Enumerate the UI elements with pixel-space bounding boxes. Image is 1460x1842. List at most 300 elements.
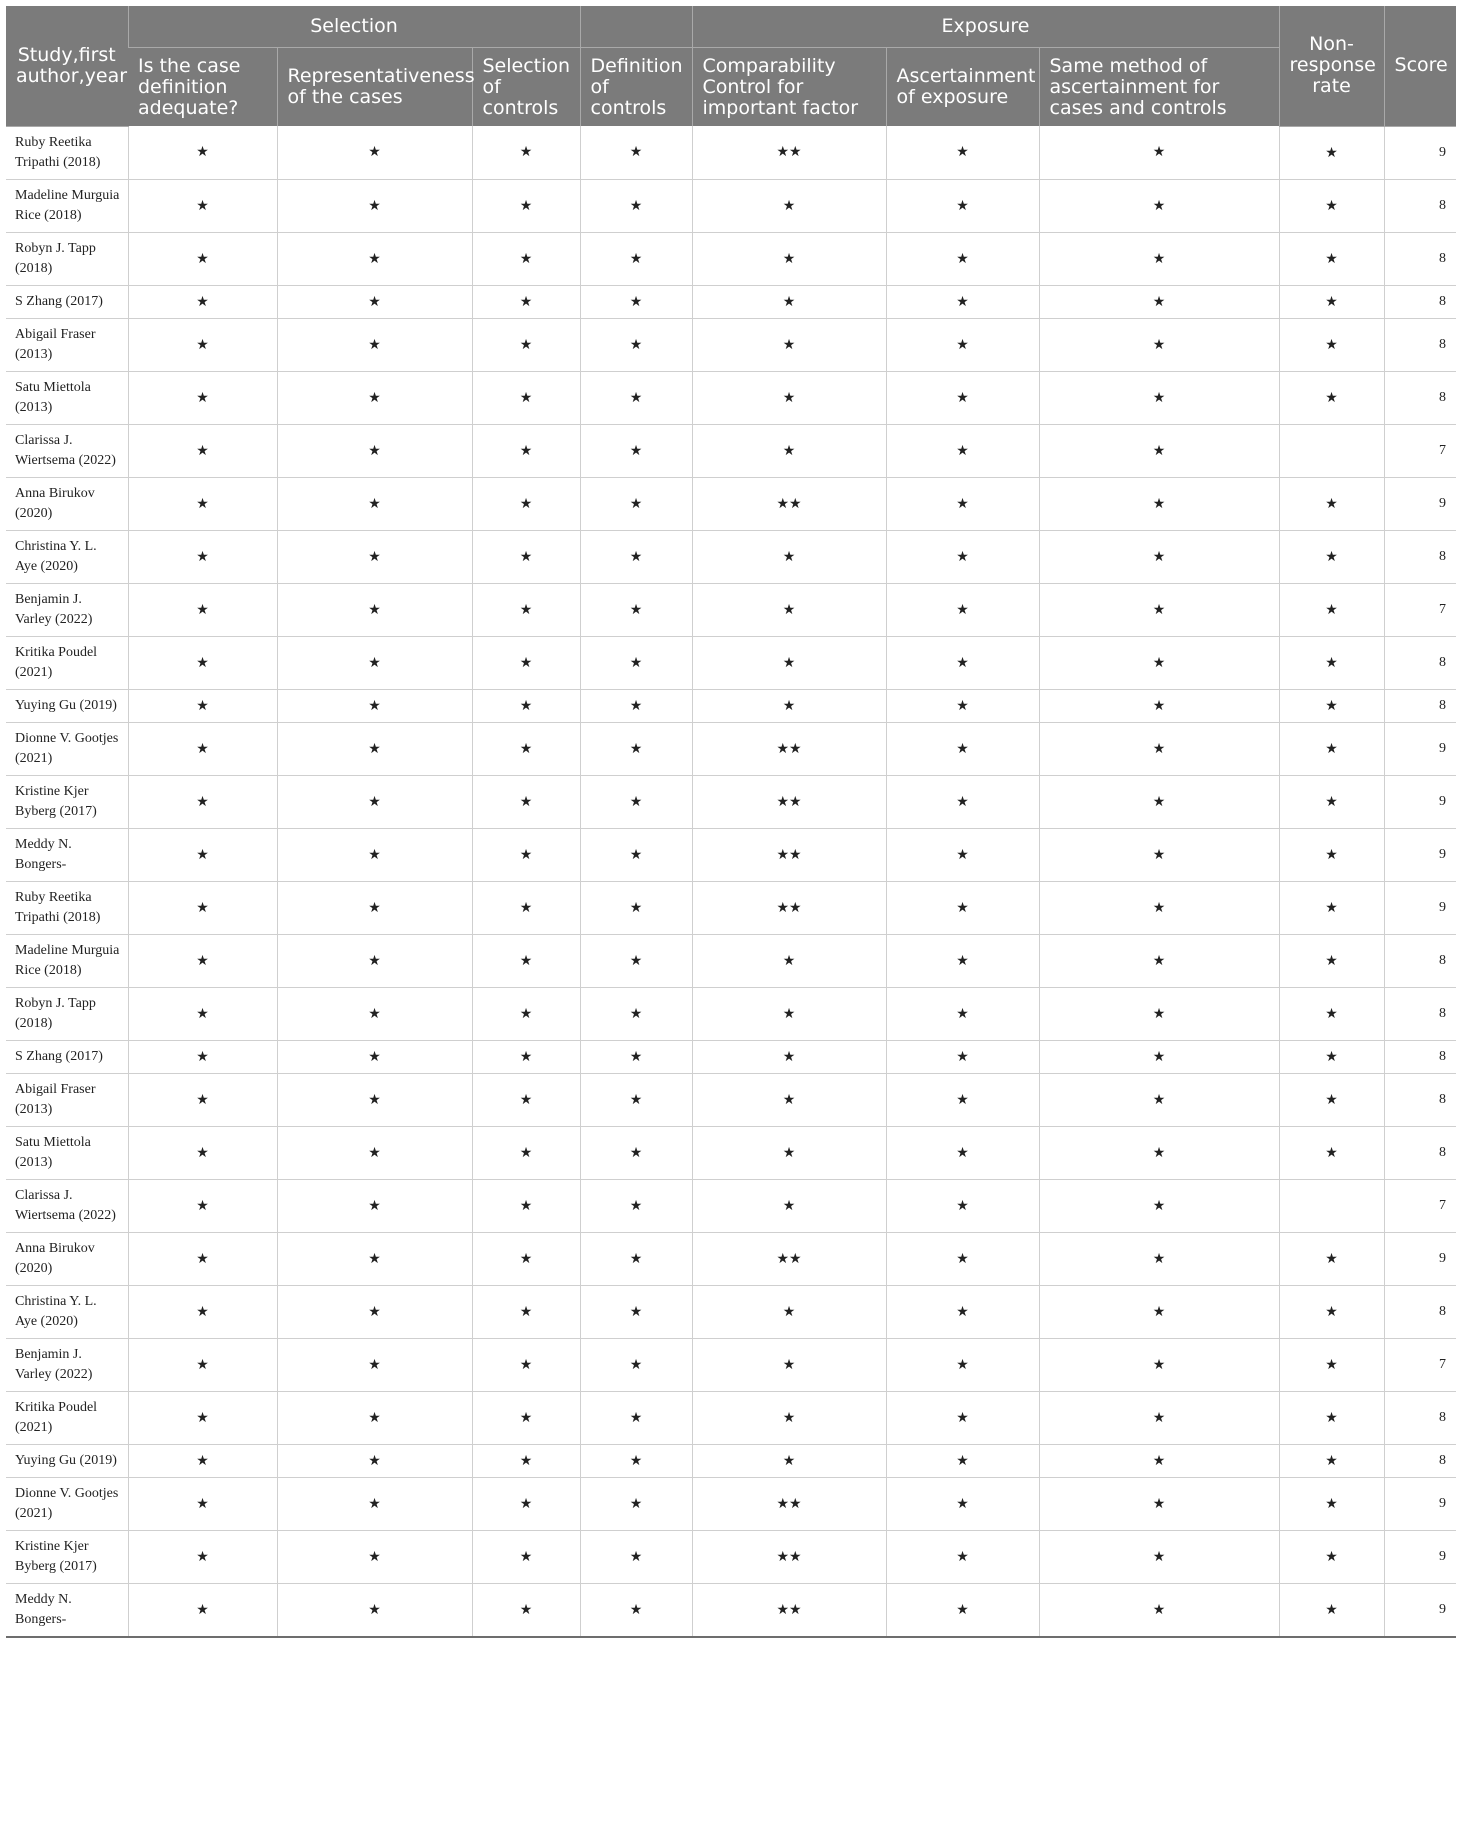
star-rating-cell: ★ — [1279, 477, 1384, 530]
star-rating-cell: ★ — [580, 424, 692, 477]
study-cell: Benjamin J. Varley (2022) — [6, 583, 128, 636]
study-cell: Anna Birukov (2020) — [6, 477, 128, 530]
star-rating-cell: ★ — [580, 285, 692, 318]
score-cell: 9 — [1384, 775, 1456, 828]
score-cell: 8 — [1384, 636, 1456, 689]
table-row — [6, 126, 1456, 179]
star-rating-cell: ★ — [128, 934, 277, 987]
star-rating-cell: ★ — [277, 583, 472, 636]
study-cell: Meddy N. Bongers- — [6, 1583, 128, 1637]
score-cell: 9 — [1384, 1530, 1456, 1583]
score-cell: 8 — [1384, 530, 1456, 583]
star-rating-cell: ★ — [1039, 530, 1279, 583]
table-row — [6, 1477, 1456, 1530]
star-rating-cell: ★ — [128, 530, 277, 583]
star-rating-cell: ★ — [277, 530, 472, 583]
star-rating-cell: ★ — [692, 636, 886, 689]
star-rating-cell: ★ — [277, 1285, 472, 1338]
star-rating-cell: ★★ — [692, 881, 886, 934]
star-rating-cell: ★ — [128, 285, 277, 318]
star-rating-cell: ★ — [580, 689, 692, 722]
star-rating-cell: ★ — [692, 179, 886, 232]
table-row — [6, 828, 1456, 881]
table-body — [6, 126, 1456, 1637]
star-rating-cell: ★ — [128, 775, 277, 828]
star-rating-cell: ★ — [1279, 881, 1384, 934]
star-rating-cell: ★ — [692, 1179, 886, 1232]
star-rating-cell: ★ — [886, 689, 1039, 722]
star-rating-cell: ★ — [692, 583, 886, 636]
star-rating-cell: ★★ — [692, 1477, 886, 1530]
study-cell: Christina Y. L. Aye (2020) — [6, 530, 128, 583]
star-rating-cell: ★ — [580, 1391, 692, 1444]
star-rating-cell: ★ — [277, 1040, 472, 1073]
score-cell: 8 — [1384, 689, 1456, 722]
star-rating-cell: ★ — [580, 1073, 692, 1126]
table-header — [6, 6, 1456, 126]
star-rating-cell — [1279, 424, 1384, 477]
star-rating-cell: ★ — [472, 1391, 580, 1444]
score-cell: 8 — [1384, 285, 1456, 318]
study-cell: Christina Y. L. Aye (2020) — [6, 1285, 128, 1338]
star-rating-cell: ★ — [692, 318, 886, 371]
score-cell: 8 — [1384, 1444, 1456, 1477]
table-row — [6, 179, 1456, 232]
score-cell: 9 — [1384, 1477, 1456, 1530]
star-rating-cell: ★ — [277, 1583, 472, 1637]
star-rating-cell: ★ — [128, 424, 277, 477]
star-rating-cell: ★ — [1039, 1444, 1279, 1477]
star-rating-cell: ★ — [472, 1040, 580, 1073]
star-rating-cell: ★ — [128, 1444, 277, 1477]
star-rating-cell: ★ — [472, 1232, 580, 1285]
star-rating-cell: ★ — [886, 1179, 1039, 1232]
star-rating-cell: ★ — [1039, 424, 1279, 477]
star-rating-cell: ★ — [128, 1073, 277, 1126]
star-rating-cell: ★ — [277, 126, 472, 179]
star-rating-cell: ★ — [472, 1073, 580, 1126]
star-rating-cell: ★ — [277, 1444, 472, 1477]
star-rating-cell: ★ — [128, 1338, 277, 1391]
table-row — [6, 1338, 1456, 1391]
header-group-row — [6, 6, 1456, 48]
star-rating-cell: ★ — [1279, 1126, 1384, 1179]
star-rating-cell: ★★ — [692, 1232, 886, 1285]
star-rating-cell: ★ — [277, 722, 472, 775]
study-cell: Meddy N. Bongers- — [6, 828, 128, 881]
star-rating-cell: ★ — [128, 179, 277, 232]
star-rating-cell: ★ — [1039, 1338, 1279, 1391]
star-rating-cell: ★ — [886, 1126, 1039, 1179]
star-rating-cell: ★ — [692, 1126, 886, 1179]
header-nonresponse: Non-response rate — [1279, 6, 1384, 126]
star-rating-cell: ★ — [472, 1179, 580, 1232]
star-rating-cell: ★ — [886, 1232, 1039, 1285]
study-cell: Dionne V. Gootjes (2021) — [6, 722, 128, 775]
score-cell: 9 — [1384, 1232, 1456, 1285]
score-cell: 8 — [1384, 371, 1456, 424]
star-rating-cell: ★ — [1039, 689, 1279, 722]
star-rating-cell: ★ — [886, 583, 1039, 636]
table-row — [6, 1444, 1456, 1477]
score-cell: 8 — [1384, 934, 1456, 987]
star-rating-cell: ★ — [886, 1073, 1039, 1126]
star-rating-cell: ★ — [128, 1391, 277, 1444]
study-cell: Kristine Kjer Byberg (2017) — [6, 775, 128, 828]
score-cell: 9 — [1384, 477, 1456, 530]
star-rating-cell: ★★ — [692, 1530, 886, 1583]
score-cell: 9 — [1384, 881, 1456, 934]
star-rating-cell: ★ — [692, 1285, 886, 1338]
star-rating-cell: ★ — [1279, 934, 1384, 987]
star-rating-cell: ★ — [472, 371, 580, 424]
star-rating-cell: ★ — [886, 126, 1039, 179]
star-rating-cell: ★ — [580, 530, 692, 583]
star-rating-cell: ★ — [1039, 775, 1279, 828]
score-cell: 8 — [1384, 179, 1456, 232]
star-rating-cell: ★ — [472, 987, 580, 1040]
star-rating-cell: ★ — [1279, 1583, 1384, 1637]
star-rating-cell: ★ — [472, 424, 580, 477]
study-cell: Yuying Gu (2019) — [6, 1444, 128, 1477]
table-row — [6, 477, 1456, 530]
star-rating-cell: ★★ — [692, 828, 886, 881]
star-rating-cell: ★ — [128, 583, 277, 636]
score-cell: 7 — [1384, 1338, 1456, 1391]
star-rating-cell: ★ — [472, 689, 580, 722]
star-rating-cell: ★ — [886, 987, 1039, 1040]
score-cell: 9 — [1384, 1583, 1456, 1637]
star-rating-cell: ★ — [277, 1073, 472, 1126]
star-rating-cell: ★ — [1039, 318, 1279, 371]
star-rating-cell: ★ — [128, 1530, 277, 1583]
star-rating-cell: ★ — [692, 1073, 886, 1126]
star-rating-cell: ★ — [1279, 828, 1384, 881]
star-rating-cell: ★ — [472, 477, 580, 530]
star-rating-cell: ★ — [692, 934, 886, 987]
star-rating-cell: ★ — [472, 1126, 580, 1179]
star-rating-cell: ★ — [1279, 722, 1384, 775]
table-row — [6, 530, 1456, 583]
table-row — [6, 722, 1456, 775]
star-rating-cell: ★ — [1039, 126, 1279, 179]
study-cell: S Zhang (2017) — [6, 285, 128, 318]
study-cell: Clarissa J. Wiertsema (2022) — [6, 1179, 128, 1232]
star-rating-cell: ★ — [472, 179, 580, 232]
score-cell: 8 — [1384, 1391, 1456, 1444]
star-rating-cell: ★ — [1039, 828, 1279, 881]
star-rating-cell: ★ — [886, 477, 1039, 530]
star-rating-cell: ★ — [1279, 1477, 1384, 1530]
star-rating-cell: ★ — [1279, 689, 1384, 722]
star-rating-cell: ★ — [580, 1232, 692, 1285]
star-rating-cell: ★ — [277, 775, 472, 828]
star-rating-cell: ★ — [580, 371, 692, 424]
star-rating-cell: ★★ — [692, 1583, 886, 1637]
table-row — [6, 1583, 1456, 1637]
score-cell: 8 — [1384, 318, 1456, 371]
header-group-selection: Selection — [128, 6, 580, 48]
study-cell: Robyn J. Tapp (2018) — [6, 232, 128, 285]
star-rating-cell: ★ — [1279, 1391, 1384, 1444]
quality-assessment-table — [6, 6, 1456, 1638]
header-comparability: Comparability Control for important factor — [692, 48, 886, 127]
star-rating-cell: ★ — [580, 126, 692, 179]
star-rating-cell: ★ — [1279, 987, 1384, 1040]
table-row — [6, 1179, 1456, 1232]
star-rating-cell: ★ — [1039, 1040, 1279, 1073]
star-rating-cell: ★ — [128, 477, 277, 530]
star-rating-cell: ★ — [886, 1285, 1039, 1338]
star-rating-cell: ★ — [692, 987, 886, 1040]
star-rating-cell: ★ — [472, 934, 580, 987]
star-rating-cell: ★ — [886, 1530, 1039, 1583]
star-rating-cell: ★ — [1039, 1126, 1279, 1179]
star-rating-cell: ★ — [472, 722, 580, 775]
star-rating-cell: ★ — [1279, 285, 1384, 318]
star-rating-cell: ★ — [1039, 1530, 1279, 1583]
star-rating-cell: ★ — [1039, 1285, 1279, 1338]
star-rating-cell: ★ — [580, 881, 692, 934]
table-row — [6, 232, 1456, 285]
study-cell: Kritika Poudel (2021) — [6, 636, 128, 689]
star-rating-cell: ★ — [472, 1477, 580, 1530]
star-rating-cell: ★ — [1039, 1232, 1279, 1285]
score-cell: 7 — [1384, 424, 1456, 477]
star-rating-cell: ★ — [580, 987, 692, 1040]
star-rating-cell: ★ — [128, 1126, 277, 1179]
study-cell: Kristine Kjer Byberg (2017) — [6, 1530, 128, 1583]
star-rating-cell: ★ — [277, 371, 472, 424]
header-representativeness: Representativeness of the cases — [277, 48, 472, 127]
star-rating-cell: ★ — [580, 1285, 692, 1338]
star-rating-cell: ★ — [1279, 1285, 1384, 1338]
star-rating-cell: ★ — [886, 285, 1039, 318]
score-cell: 8 — [1384, 1285, 1456, 1338]
star-rating-cell: ★ — [1279, 583, 1384, 636]
star-rating-cell: ★ — [128, 1285, 277, 1338]
study-cell: Clarissa J. Wiertsema (2022) — [6, 424, 128, 477]
star-rating-cell: ★ — [580, 722, 692, 775]
star-rating-cell: ★ — [886, 881, 1039, 934]
star-rating-cell — [1279, 1179, 1384, 1232]
table-row — [6, 371, 1456, 424]
score-cell: 7 — [1384, 1179, 1456, 1232]
star-rating-cell: ★ — [277, 1179, 472, 1232]
table-row — [6, 689, 1456, 722]
star-rating-cell: ★ — [128, 881, 277, 934]
star-rating-cell: ★ — [886, 1391, 1039, 1444]
score-cell: 8 — [1384, 1126, 1456, 1179]
star-rating-cell: ★ — [886, 1444, 1039, 1477]
star-rating-cell: ★ — [886, 424, 1039, 477]
score-cell: 8 — [1384, 1073, 1456, 1126]
table-row — [6, 1391, 1456, 1444]
star-rating-cell: ★ — [692, 1391, 886, 1444]
star-rating-cell: ★ — [580, 179, 692, 232]
star-rating-cell: ★ — [1039, 934, 1279, 987]
star-rating-cell: ★ — [128, 689, 277, 722]
star-rating-cell: ★ — [886, 636, 1039, 689]
study-cell: Madeline Murguia Rice (2018) — [6, 934, 128, 987]
header-definition-of-controls: Definition of controls — [580, 48, 692, 127]
star-rating-cell: ★ — [472, 828, 580, 881]
star-rating-cell: ★ — [886, 934, 1039, 987]
study-cell: Ruby Reetika Tripathi (2018) — [6, 126, 128, 179]
star-rating-cell: ★ — [1039, 1073, 1279, 1126]
table-row — [6, 583, 1456, 636]
star-rating-cell: ★ — [472, 636, 580, 689]
star-rating-cell: ★ — [580, 1530, 692, 1583]
study-cell: Madeline Murguia Rice (2018) — [6, 179, 128, 232]
star-rating-cell: ★ — [277, 636, 472, 689]
score-cell: 8 — [1384, 987, 1456, 1040]
table-row — [6, 1040, 1456, 1073]
study-cell: Satu Miettola (2013) — [6, 1126, 128, 1179]
star-rating-cell: ★ — [472, 1583, 580, 1637]
star-rating-cell: ★ — [1039, 285, 1279, 318]
star-rating-cell: ★ — [277, 179, 472, 232]
score-cell: 9 — [1384, 828, 1456, 881]
study-cell: Anna Birukov (2020) — [6, 1232, 128, 1285]
star-rating-cell: ★ — [886, 828, 1039, 881]
star-rating-cell: ★ — [1039, 232, 1279, 285]
star-rating-cell: ★ — [886, 1338, 1039, 1391]
star-rating-cell: ★ — [472, 1444, 580, 1477]
star-rating-cell: ★ — [1039, 179, 1279, 232]
star-rating-cell: ★ — [128, 828, 277, 881]
star-rating-cell: ★ — [1279, 179, 1384, 232]
star-rating-cell: ★ — [128, 722, 277, 775]
star-rating-cell: ★ — [128, 987, 277, 1040]
header-score: Score — [1384, 6, 1456, 126]
star-rating-cell: ★ — [1039, 722, 1279, 775]
table-row — [6, 285, 1456, 318]
star-rating-cell: ★ — [1279, 1338, 1384, 1391]
star-rating-cell: ★ — [1279, 1232, 1384, 1285]
star-rating-cell: ★ — [277, 828, 472, 881]
table-row — [6, 1285, 1456, 1338]
star-rating-cell: ★ — [886, 1583, 1039, 1637]
star-rating-cell: ★ — [886, 179, 1039, 232]
star-rating-cell: ★ — [277, 232, 472, 285]
star-rating-cell: ★ — [472, 1338, 580, 1391]
star-rating-cell: ★ — [580, 828, 692, 881]
star-rating-cell: ★ — [692, 530, 886, 583]
star-rating-cell: ★ — [1039, 636, 1279, 689]
star-rating-cell: ★ — [277, 987, 472, 1040]
star-rating-cell: ★★ — [692, 477, 886, 530]
star-rating-cell: ★ — [580, 318, 692, 371]
star-rating-cell: ★ — [128, 1477, 277, 1530]
star-rating-cell: ★ — [692, 1338, 886, 1391]
star-rating-cell: ★ — [472, 1530, 580, 1583]
table-row — [6, 1126, 1456, 1179]
star-rating-cell: ★ — [128, 1232, 277, 1285]
star-rating-cell: ★ — [692, 285, 886, 318]
star-rating-cell: ★ — [1039, 1391, 1279, 1444]
study-cell: Yuying Gu (2019) — [6, 689, 128, 722]
header-study: Study,first author,year — [6, 6, 128, 126]
star-rating-cell: ★ — [692, 1444, 886, 1477]
star-rating-cell: ★ — [472, 1285, 580, 1338]
score-cell: 9 — [1384, 126, 1456, 179]
header-group-exposure: Exposure — [692, 6, 1279, 48]
star-rating-cell: ★ — [1039, 1477, 1279, 1530]
star-rating-cell: ★ — [277, 318, 472, 371]
star-rating-cell: ★ — [1039, 881, 1279, 934]
table-row — [6, 987, 1456, 1040]
star-rating-cell: ★ — [886, 318, 1039, 371]
table-row — [6, 636, 1456, 689]
star-rating-cell: ★ — [580, 232, 692, 285]
table-row — [6, 424, 1456, 477]
star-rating-cell: ★ — [886, 232, 1039, 285]
star-rating-cell: ★ — [472, 775, 580, 828]
header-same-method: Same method of ascertainment for cases and controls — [1039, 48, 1279, 127]
header-column-row — [6, 48, 1456, 127]
star-rating-cell: ★ — [580, 1583, 692, 1637]
star-rating-cell: ★ — [886, 530, 1039, 583]
star-rating-cell: ★★ — [692, 722, 886, 775]
star-rating-cell: ★ — [886, 1040, 1039, 1073]
star-rating-cell: ★ — [1279, 371, 1384, 424]
star-rating-cell: ★ — [1279, 1530, 1384, 1583]
star-rating-cell: ★ — [1279, 1073, 1384, 1126]
quality-assessment-table-container — [6, 6, 1456, 1638]
star-rating-cell: ★ — [277, 934, 472, 987]
table-row — [6, 1530, 1456, 1583]
star-rating-cell: ★ — [277, 1530, 472, 1583]
star-rating-cell: ★ — [1279, 1444, 1384, 1477]
star-rating-cell: ★ — [472, 881, 580, 934]
star-rating-cell: ★ — [277, 1338, 472, 1391]
star-rating-cell: ★ — [692, 1040, 886, 1073]
star-rating-cell: ★ — [1279, 775, 1384, 828]
study-cell: Dionne V. Gootjes (2021) — [6, 1477, 128, 1530]
star-rating-cell: ★ — [580, 934, 692, 987]
star-rating-cell: ★★ — [692, 126, 886, 179]
star-rating-cell: ★ — [1039, 1583, 1279, 1637]
star-rating-cell: ★ — [277, 285, 472, 318]
star-rating-cell: ★ — [1279, 126, 1384, 179]
star-rating-cell: ★ — [580, 1477, 692, 1530]
star-rating-cell: ★ — [580, 636, 692, 689]
header-group-blank — [580, 6, 692, 48]
star-rating-cell: ★ — [277, 689, 472, 722]
star-rating-cell: ★ — [692, 424, 886, 477]
star-rating-cell: ★ — [472, 232, 580, 285]
star-rating-cell: ★ — [580, 477, 692, 530]
star-rating-cell: ★★ — [692, 775, 886, 828]
star-rating-cell: ★ — [580, 1040, 692, 1073]
star-rating-cell: ★ — [277, 1477, 472, 1530]
star-rating-cell: ★ — [128, 126, 277, 179]
star-rating-cell: ★ — [692, 232, 886, 285]
study-cell: Robyn J. Tapp (2018) — [6, 987, 128, 1040]
star-rating-cell: ★ — [580, 775, 692, 828]
star-rating-cell: ★ — [128, 1583, 277, 1637]
header-ascertainment: Ascertainment of exposure — [886, 48, 1039, 127]
study-cell: Benjamin J. Varley (2022) — [6, 1338, 128, 1391]
table-row — [6, 934, 1456, 987]
star-rating-cell: ★ — [277, 424, 472, 477]
table-row — [6, 881, 1456, 934]
star-rating-cell: ★ — [277, 881, 472, 934]
star-rating-cell: ★ — [1279, 1040, 1384, 1073]
star-rating-cell: ★ — [1039, 987, 1279, 1040]
star-rating-cell: ★ — [580, 583, 692, 636]
